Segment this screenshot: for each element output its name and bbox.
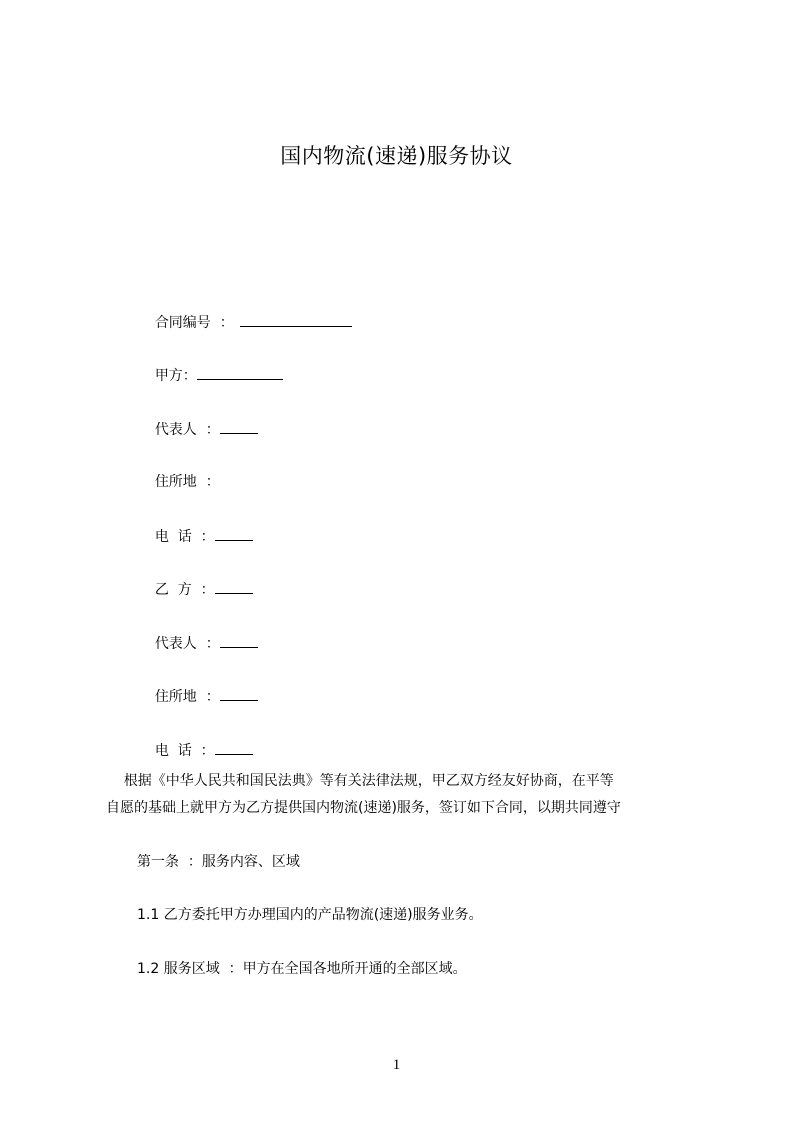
party-b-address-field [137,666,258,727]
party-b-representative-blank [220,633,258,648]
party-b-field [137,559,253,620]
party-a-address-label: 住所地 ： [154,474,220,490]
party-a-phone-label: 电 话 ： [154,529,215,545]
party-a-phone-field [137,506,253,567]
intro-line-1: 根据《中华人民共和国民法典》等有关法律法规，甲乙双方经友好协商，在平等 [106,773,614,789]
contract-number-field [137,292,352,353]
intro-line-2: 自愿的基础上就甲方为乙方提供国内物流(速递)服务，签订如下合同，以期共同遵守 [106,800,621,816]
party-a-blank [197,365,283,380]
contract-number-label: 合同编号 ： [154,315,234,331]
contract-number-blank [240,312,352,327]
party-b-representative-label: 代表人 ： [154,636,220,652]
party-a-label: 甲方： [154,368,197,384]
party-b-address-label: 住所地 ： [154,689,220,705]
party-a-representative-label: 代表人 ： [154,422,220,438]
party-b-address-blank [220,686,258,701]
page-title: 国内物流(速递)服务协议 [280,144,513,168]
party-a-field [137,345,283,406]
article-1-heading: 第一条 ：服务内容、区域 [137,854,300,870]
party-b-phone-label: 电 话 ： [154,743,215,759]
party-a-phone-blank [215,526,253,541]
party-b-phone-blank [215,740,253,755]
party-b-label: 乙 方 ： [154,582,215,598]
party-a-representative-blank [220,419,258,434]
clause-1-2: 1.2 服务区域 ：甲方在全国各地所开通的全部区域。 [137,961,467,977]
clause-1-1: 1.1 乙方委托甲方办理国内的产品物流(速递)服务业务。 [137,907,483,923]
party-b-representative-field [137,613,258,674]
party-b-blank [215,579,253,594]
page-number: 1 [392,1057,401,1073]
intro-paragraph [106,771,726,818]
party-a-address-field [137,452,220,512]
party-a-representative-field [137,399,258,460]
